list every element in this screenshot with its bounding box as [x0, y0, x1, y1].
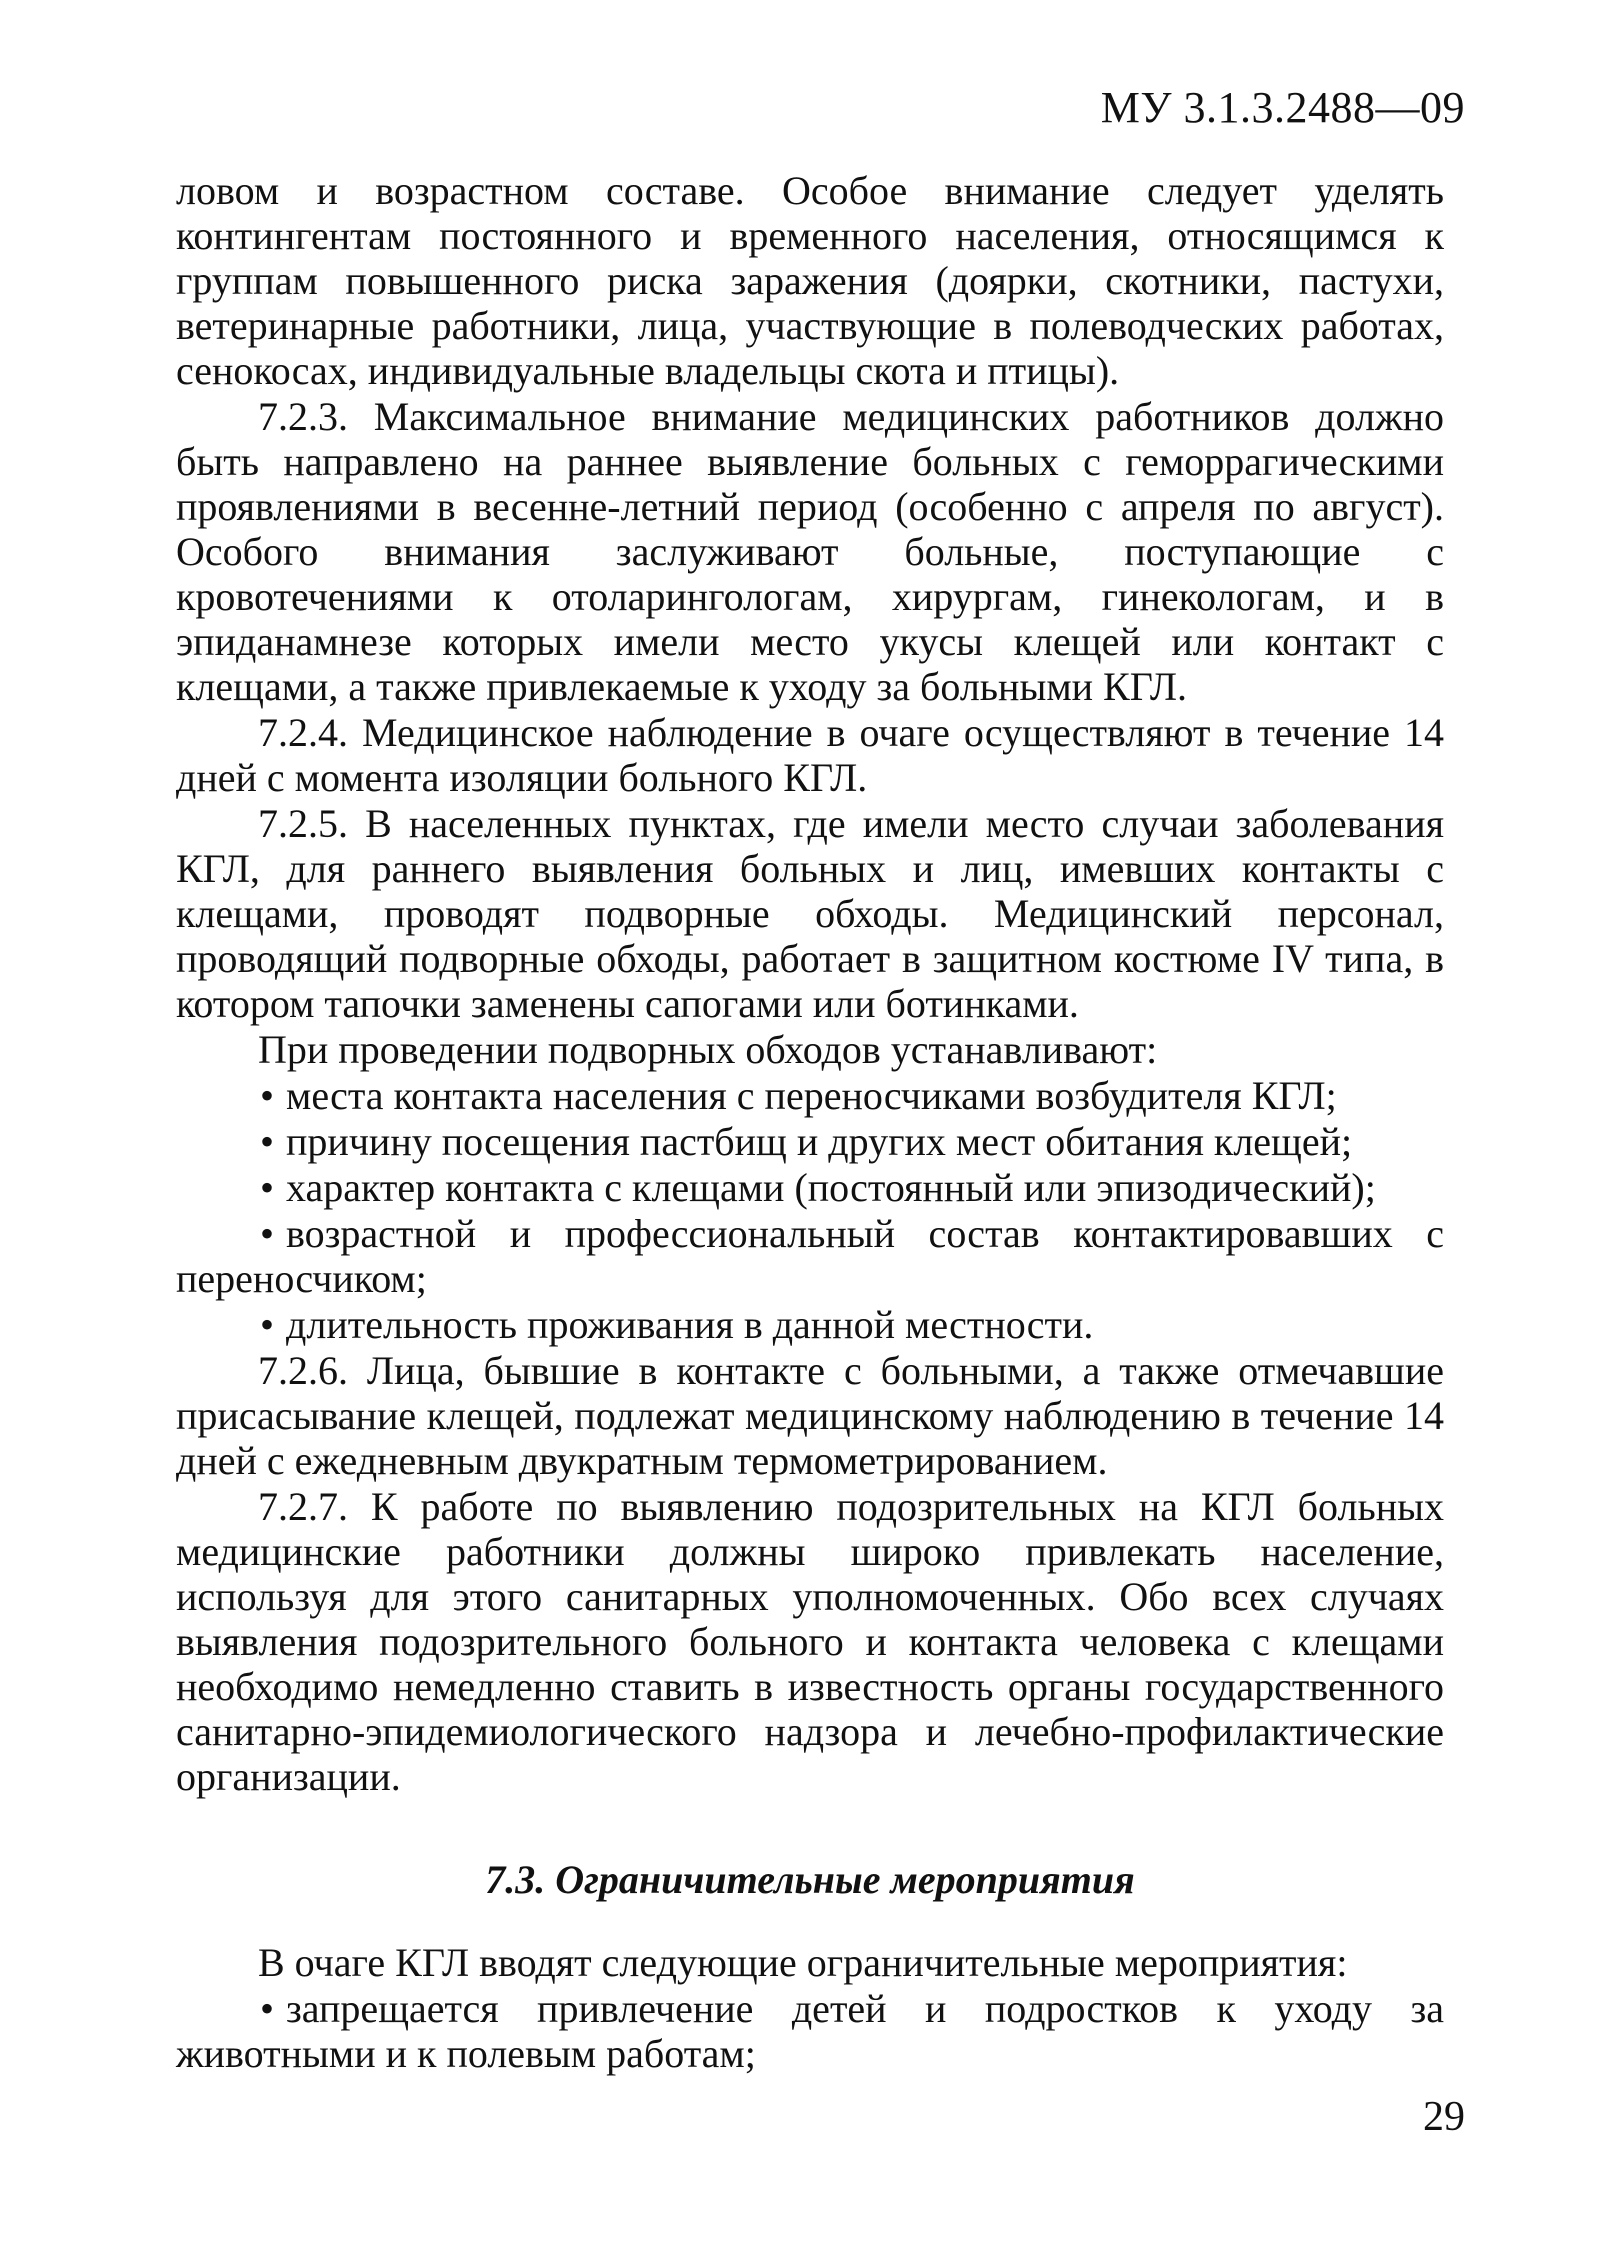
- list-item-text: запрещается привлечение детей и подростков к уходу за животными и к полевым работам;: [176, 1986, 1444, 2076]
- section-heading: 7.3. Ограничительные мероприятия: [485, 1857, 1135, 1902]
- document-code-header: МУ 3.1.3.2488—09: [1100, 83, 1465, 132]
- list-item: [176, 1073, 1444, 1118]
- paragraph-continuation: ловом и возрастном составе. Особое внимание следует уделять контингентам постоянного и временного населения, относящимся к группам повышенного риска заражения (доярки, скотники, пастухи, ветеринарные работники, лица, участвующие в полеводческих работах, сенокосах, индивидуальные владельцы скота и птицы).: [176, 168, 1444, 393]
- bullet-icon: •: [260, 1211, 275, 1256]
- list-item-text: характер контакта с клещами (постоянный или эпизодический);: [286, 1165, 1376, 1210]
- list-item-text: причину посещения пастбищ и других мест обитания клещей;: [286, 1119, 1353, 1164]
- paragraph-restrictive-measures-intro: В очаге КГЛ вводят следующие ограничительные мероприятия:: [258, 1940, 1348, 1985]
- bullet-icon: •: [260, 1073, 275, 1118]
- list-item-text: длительность проживания в данной местности.: [286, 1302, 1094, 1347]
- document-body: [176, 168, 1444, 2077]
- paragraph-7-2-6: 7.2.6. Лица, бывшие в контакте с больными, а также отмечавшие присасывание клещей, подлежат медицинскому наблюдению в течение 14 дней с ежедневным двукратным термометрированием.: [176, 1348, 1444, 1483]
- bullet-icon: •: [260, 1986, 275, 2031]
- bullet-icon: •: [260, 1119, 275, 1164]
- paragraph-7-2-3: 7.2.3. Максимальное внимание медицинских работников должно быть направлено на раннее выявление больных с геморрагическими проявлениями в весенне-летний период (особенно с апреля по август). Особого внимания заслуживают больные, поступающие с кровотечениями к отоларингологам, хирургам, гинекологам, и в эпиданамнезе которых имели место укусы клещей или контакт с клещами, а также привлекаемые к уходу за больными КГЛ.: [176, 394, 1444, 709]
- list-item-text: возрастной и профессиональный состав контактировавших с переносчиком;: [176, 1211, 1444, 1301]
- paragraph-7-2-5: 7.2.5. В населенных пунктах, где имели место случаи заболевания КГЛ, для раннего выявления больных и лиц, имевших контакты с клещами, проводят подворные обходы. Медицинский персонал, проводящий подворные обходы, работает в защитном костюме IV типа, в котором тапочки заменены сапогами или ботинками.: [176, 801, 1444, 1026]
- list-item: [176, 1302, 1444, 1347]
- paragraph-7-2-4: 7.2.4. Медицинское наблюдение в очаге осуществляют в течение 14 дней с момента изоляции больного КГЛ.: [176, 710, 1444, 800]
- list-item: [176, 1165, 1444, 1210]
- bullet-icon: •: [260, 1165, 275, 1210]
- list-item: [176, 1119, 1444, 1164]
- list-item: [176, 1211, 1444, 1301]
- list-item: [176, 1986, 1444, 2076]
- list-item-text: места контакта населения с переносчиками возбудителя КГЛ;: [286, 1073, 1337, 1118]
- bullet-icon: •: [260, 1302, 275, 1347]
- page-number: 29: [1423, 2094, 1465, 2140]
- paragraph-7-2-7: 7.2.7. К работе по выявлению подозрительных на КГЛ больных медицинские работники должны широко привлекать население, используя для этого санитарных уполномоченных. Обо всех случаях выявления подозрительного больного и контакта человека с клещами необходимо немедленно ставить в известность органы государственного санитарно-эпидемиологического надзора и лечебно-профилактические организации.: [176, 1484, 1444, 1799]
- paragraph-household-rounds-intro: При проведении подворных обходов устанавливают:: [258, 1027, 1158, 1072]
